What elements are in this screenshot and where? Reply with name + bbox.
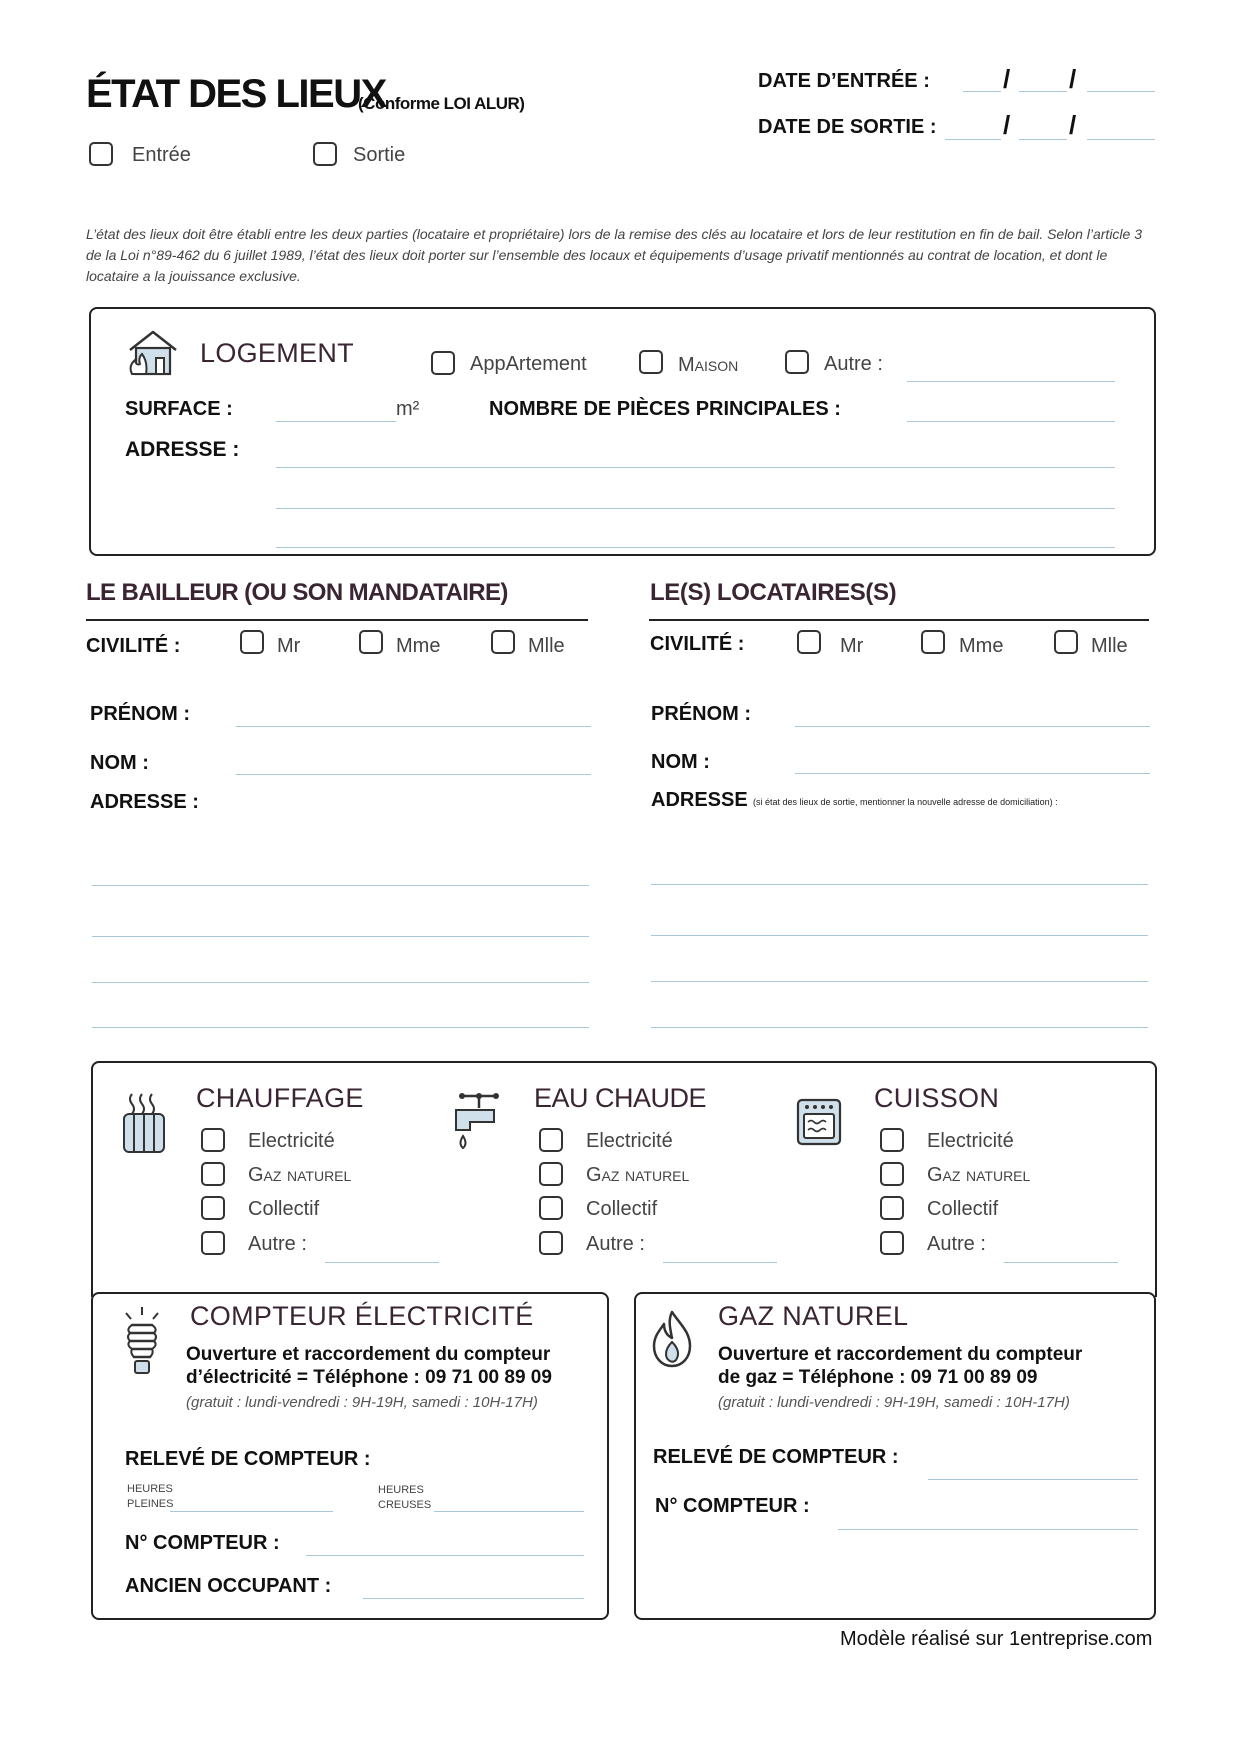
locataire-title-rule	[649, 619, 1149, 621]
chauffage-electricite-checkbox[interactable]	[201, 1128, 225, 1152]
surface-label: SURFACE :	[125, 398, 233, 420]
oven-icon	[796, 1098, 842, 1151]
bailleur-mlle-checkbox[interactable]	[491, 630, 515, 654]
heures-creuses-label-1: HEURES	[378, 1484, 424, 1496]
locataire-civilite-label: CIVILITÉ :	[650, 633, 745, 655]
heures-pleines-label-1: HEURES	[127, 1483, 173, 1495]
logement-adresse-line-1[interactable]	[276, 467, 1115, 468]
gaz-line-1: Ouverture et raccordement du compteur	[718, 1344, 1083, 1365]
bulb-icon	[118, 1305, 166, 1382]
gaz-releve-label: RELEVÉ DE COMPTEUR :	[653, 1446, 899, 1468]
maison-checkbox[interactable]	[639, 350, 663, 374]
gaz-numero-field[interactable]	[838, 1529, 1138, 1530]
locataire-mme-label: Mme	[959, 635, 1004, 657]
date-entree-day-field[interactable]	[963, 91, 1001, 92]
eau-chaude-title: EAU CHAUDE	[534, 1083, 707, 1113]
locataire-mlle-label: Mlle	[1091, 635, 1128, 657]
gaz-hours: (gratuit : lundi-vendredi : 9H-19H, samedi : 10H-17H)	[718, 1394, 1070, 1411]
eau-gaz-label: Gaz naturel	[586, 1164, 690, 1186]
bailleur-title: LE BAILLEUR (OU SON MANDATAIRE)	[86, 579, 508, 606]
maison-label: Maison	[678, 354, 739, 376]
locataire-adresse-label: ADRESSE	[651, 789, 748, 811]
sortie-checkbox[interactable]	[313, 142, 337, 166]
bailleur-mlle-label: Mlle	[528, 635, 565, 657]
chauffage-autre-checkbox[interactable]	[201, 1231, 225, 1255]
bailleur-mr-checkbox[interactable]	[240, 630, 264, 654]
appartement-label: AppArtement	[470, 353, 587, 375]
cuisson-autre-field[interactable]	[1004, 1262, 1118, 1263]
locataire-adresse-line-4[interactable]	[651, 1027, 1148, 1028]
cuisson-autre-checkbox[interactable]	[880, 1231, 904, 1255]
date-entree-year-field[interactable]	[1087, 91, 1155, 92]
bailleur-adresse-label: ADRESSE :	[90, 791, 199, 813]
ancien-occupant-field[interactable]	[363, 1598, 584, 1599]
eau-autre-field[interactable]	[663, 1262, 777, 1263]
electricite-numero-field[interactable]	[306, 1555, 584, 1556]
electricite-line-2: d’électricité = Téléphone : 09 71 00 89 09	[186, 1367, 552, 1388]
bailleur-nom-label: NOM :	[90, 752, 149, 774]
autre-logement-label: Autre :	[824, 353, 883, 375]
locataire-adresse-line-1[interactable]	[651, 884, 1148, 885]
house-icon	[126, 328, 180, 381]
bailleur-prenom-field[interactable]	[236, 726, 591, 727]
gaz-numero-label: N° COMPTEUR :	[655, 1495, 810, 1517]
heures-pleines-field[interactable]	[170, 1511, 333, 1512]
radiator-icon	[118, 1092, 172, 1159]
bailleur-mme-checkbox[interactable]	[359, 630, 383, 654]
pieces-label: NOMBRE DE PIÈCES PRINCIPALES :	[489, 398, 841, 420]
autre-logement-checkbox[interactable]	[785, 350, 809, 374]
date-sortie-month-field[interactable]	[1019, 139, 1067, 140]
bailleur-nom-field[interactable]	[236, 774, 591, 775]
chauffage-autre-label: Autre :	[248, 1233, 307, 1255]
bailleur-mr-label: Mr	[277, 635, 301, 657]
flame-icon	[650, 1310, 694, 1373]
locataire-mlle-checkbox[interactable]	[1054, 630, 1078, 654]
cuisson-electricite-label: Electricité	[927, 1130, 1014, 1152]
chauffage-collectif-checkbox[interactable]	[201, 1196, 225, 1220]
logement-title: LOGEMENT	[200, 338, 354, 368]
date-entree-label: DATE D’ENTRÉE :	[758, 70, 930, 92]
eau-autre-checkbox[interactable]	[539, 1231, 563, 1255]
eau-collectif-label: Collectif	[586, 1198, 658, 1220]
pieces-field[interactable]	[907, 421, 1115, 422]
electricite-title: COMPTEUR ÉLECTRICITÉ	[190, 1301, 534, 1331]
appartement-checkbox[interactable]	[431, 351, 455, 375]
bailleur-adresse-line-2[interactable]	[92, 936, 589, 937]
page-subtitle: (Conforme LOI ALUR)	[358, 94, 525, 113]
date-sortie-day-field[interactable]	[945, 139, 1001, 140]
locataire-nom-field[interactable]	[795, 773, 1150, 774]
chauffage-autre-field[interactable]	[325, 1262, 439, 1263]
entree-checkbox[interactable]	[89, 142, 113, 166]
surface-field[interactable]	[276, 421, 396, 422]
intro-text: L’état des lieux doit être établi entre les deux parties (locataire et propriétaire) lors de la remise des clés au locataire et lors de leur restitution en fin de bail. Selon l’article 3 de la Loi n°89-462 du 6 juillet 1989, l’état des lieux doit porter sur l’ensemble des locaux et équipements d’usage privatif mentionnés au contrat de location, et dont le locataire a la jouissance exclusive.	[86, 226, 1143, 284]
cuisson-autre-label: Autre :	[927, 1233, 986, 1255]
faucet-icon	[452, 1090, 506, 1159]
ancien-occupant-label: ANCIEN OCCUPANT :	[125, 1575, 332, 1597]
bailleur-title-rule	[86, 619, 588, 621]
entree-label: Entrée	[132, 144, 191, 166]
logement-adresse-label: ADRESSE :	[125, 438, 240, 461]
eau-autre-label: Autre :	[586, 1233, 645, 1255]
footer-credit: Modèle réalisé sur 1entreprise.com	[840, 1628, 1153, 1650]
locataire-prenom-field[interactable]	[795, 726, 1150, 727]
cuisson-gaz-checkbox[interactable]	[880, 1162, 904, 1186]
bailleur-adresse-line-4[interactable]	[92, 1027, 589, 1028]
eau-electricite-label: Electricité	[586, 1130, 673, 1152]
locataire-nom-label: NOM :	[651, 751, 710, 773]
heures-creuses-field[interactable]	[434, 1511, 584, 1512]
logement-adresse-line-3[interactable]	[276, 547, 1115, 548]
surface-unit: m²	[396, 398, 420, 420]
logement-adresse-line-2[interactable]	[276, 508, 1115, 509]
electricite-hours: (gratuit : lundi-vendredi : 9H-19H, samedi : 10H-17H)	[186, 1394, 538, 1411]
chauffage-collectif-label: Collectif	[248, 1198, 320, 1220]
electricite-releve-label: RELEVÉ DE COMPTEUR :	[125, 1448, 371, 1470]
heures-creuses-label-2: CREUSES	[378, 1499, 432, 1511]
date-entree-slash-1: /	[1003, 64, 1011, 94]
locataire-prenom-label: PRÉNOM :	[651, 703, 751, 725]
locataire-adresse-note: (si état des lieux de sortie, mentionner la nouvelle adresse de domiciliation) :	[753, 797, 1058, 807]
locataire-mme-checkbox[interactable]	[921, 630, 945, 654]
locataire-title: LE(S) LOCATAIRES(S)	[650, 579, 897, 606]
chauffage-gaz-label: Gaz naturel	[248, 1164, 352, 1186]
date-entree-slash-2: /	[1069, 64, 1077, 94]
chauffage-electricite-label: Electricité	[248, 1130, 335, 1152]
gaz-releve-field[interactable]	[928, 1479, 1138, 1480]
cuisson-electricite-checkbox[interactable]	[880, 1128, 904, 1152]
date-sortie-slash-1: /	[1003, 110, 1011, 140]
electricite-numero-label: N° COMPTEUR :	[125, 1532, 280, 1554]
cuisson-collectif-checkbox[interactable]	[880, 1196, 904, 1220]
bailleur-adresse-line-3[interactable]	[92, 982, 589, 983]
locataire-adresse-line-3[interactable]	[651, 981, 1148, 982]
electricite-line-1: Ouverture et raccordement du compteur	[186, 1344, 551, 1365]
locataire-mr-checkbox[interactable]	[797, 630, 821, 654]
cuisson-gaz-label: Gaz naturel	[927, 1164, 1031, 1186]
eau-electricite-checkbox[interactable]	[539, 1128, 563, 1152]
bailleur-adresse-line-1[interactable]	[92, 885, 589, 886]
eau-gaz-checkbox[interactable]	[539, 1162, 563, 1186]
locataire-adresse-line-2[interactable]	[651, 935, 1148, 936]
date-sortie-label: DATE DE SORTIE :	[758, 116, 937, 138]
chauffage-title: CHAUFFAGE	[196, 1083, 364, 1113]
gaz-line-2: de gaz = Téléphone : 09 71 00 89 09	[718, 1367, 1038, 1388]
bailleur-prenom-label: PRÉNOM :	[90, 703, 190, 725]
autre-logement-field[interactable]	[907, 381, 1115, 382]
date-sortie-year-field[interactable]	[1087, 139, 1155, 140]
page-title: ÉTAT DES LIEUX	[86, 72, 386, 116]
date-entree-month-field[interactable]	[1019, 91, 1067, 92]
chauffage-gaz-checkbox[interactable]	[201, 1162, 225, 1186]
date-sortie-slash-2: /	[1069, 110, 1077, 140]
bailleur-mme-label: Mme	[396, 635, 441, 657]
cuisson-collectif-label: Collectif	[927, 1198, 999, 1220]
gaz-title: GAZ NATUREL	[718, 1301, 909, 1331]
locataire-mr-label: Mr	[840, 635, 864, 657]
bailleur-civilite-label: CIVILITÉ :	[86, 635, 181, 657]
eau-collectif-checkbox[interactable]	[539, 1196, 563, 1220]
heures-pleines-label-2: PLEINES	[127, 1498, 174, 1510]
cuisson-title: CUISSON	[874, 1083, 1000, 1113]
sortie-label: Sortie	[353, 144, 406, 166]
